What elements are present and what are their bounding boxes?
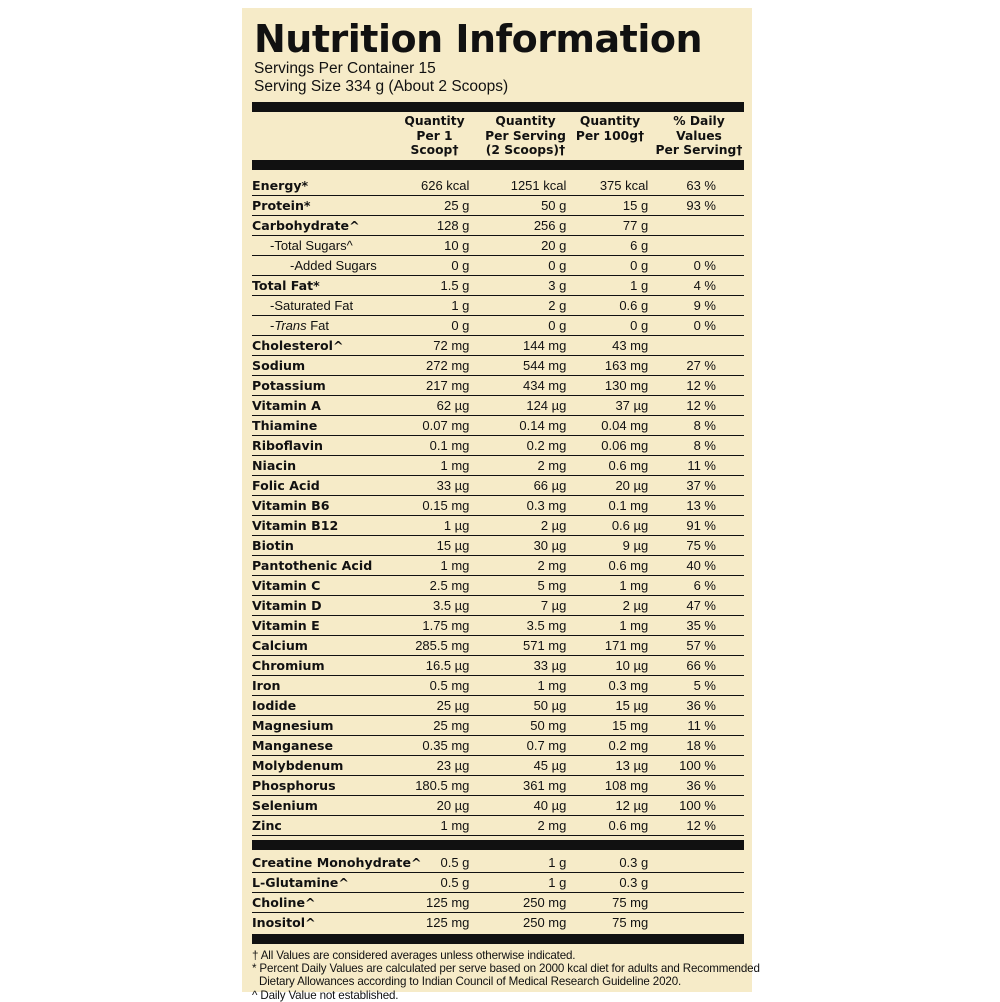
value-per-scoop: 0.15 mg [403,496,469,516]
nutrient-row [252,516,744,536]
row-name: Pantothenic Acid [252,556,403,576]
value-daily-percent [658,893,744,913]
value-per-100g: 15 µg [566,696,658,716]
nutrient-row [252,196,744,216]
value-per-serving: 30 µg [469,536,566,556]
value-per-100g: 108 mg [566,776,658,796]
nutrient-row [252,336,744,356]
row-name: Folic Acid [252,476,403,496]
value-per-100g: 43 mg [566,336,658,356]
row-name: Magnesium [252,716,403,736]
nutrient-row [252,296,744,316]
value-per-serving: 256 g [469,216,566,236]
value-per-serving: 2 mg [469,816,566,836]
row-name: Manganese [252,736,403,756]
value-daily-percent: 12 % [658,816,744,836]
value-per-serving: 571 mg [469,636,566,656]
nutrient-row [252,716,744,736]
value-per-serving: 124 µg [469,396,566,416]
value-per-scoop: 1 µg [403,516,469,536]
value-daily-percent: 4 % [658,276,744,296]
value-per-100g: 0.04 mg [566,416,658,436]
nutrient-row [252,536,744,556]
value-per-scoop: 1.5 g [403,276,469,296]
value-per-serving: 50 µg [469,696,566,716]
value-daily-percent: 0 % [658,256,744,276]
value-per-100g: 1 g [566,276,658,296]
nutrient-row [252,476,744,496]
value-daily-percent: 8 % [658,416,744,436]
col-header-scoop: Quantity Per 1 Scoop† [404,114,465,157]
value-per-100g: 0.2 mg [566,736,658,756]
nutrient-row [252,256,744,276]
value-per-scoop: 1 g [403,296,469,316]
value-per-serving: 0.3 mg [469,496,566,516]
row-name: Vitamin B6 [252,496,403,516]
value-per-100g: 375 kcal [566,176,658,196]
col-header-serving: Quantity Per Serving (2 Scoops)† [485,114,566,157]
value-daily-percent [658,853,744,873]
row-name: Cholesterol^ [252,336,403,356]
value-per-scoop: 1 mg [403,816,469,836]
row-name: Riboflavin [252,436,403,456]
value-per-scoop: 16.5 µg [403,656,469,676]
nutrient-row [252,636,744,656]
value-per-100g: 2 µg [566,596,658,616]
value-per-100g: 171 mg [566,636,658,656]
nutrient-row [252,236,744,256]
value-daily-percent: 11 % [658,716,744,736]
value-daily-percent: 36 % [658,776,744,796]
value-daily-percent: 35 % [658,616,744,636]
footnote-daily-values-cont: Dietary Allowances according to Indian Council of Medical Research Guideline 2020. [259,975,682,989]
value-per-serving: 1251 kcal [469,176,566,196]
value-per-scoop: 217 mg [403,376,469,396]
supplement-row [252,853,744,873]
value-per-100g: 13 µg [566,756,658,776]
nutrient-row [252,656,744,676]
value-per-100g: 0.6 mg [566,556,658,576]
nutrient-row [252,216,744,236]
value-per-scoop: 0.5 g [403,853,469,873]
value-per-100g: 0.6 µg [566,516,658,536]
value-daily-percent: 75 % [658,536,744,556]
row-name: Iodide [252,696,403,716]
value-per-scoop: 0.07 mg [403,416,469,436]
nutrient-row [252,576,744,596]
value-daily-percent: 63 % [658,176,744,196]
value-per-scoop: 0.5 g [403,873,469,893]
value-per-scoop: 25 µg [403,696,469,716]
value-daily-percent: 93 % [658,196,744,216]
value-per-100g: 37 µg [566,396,658,416]
row-name: -Saturated Fat [252,296,403,316]
footnote-daily-values: * Percent Daily Values are calculated per serve based on 2000 kcal diet for adults and Recommended [252,962,760,976]
value-per-scoop: 33 µg [403,476,469,496]
supplement-row [252,893,744,913]
value-per-100g: 0.6 mg [566,456,658,476]
value-daily-percent: 0 % [658,316,744,336]
value-per-serving: 144 mg [469,336,566,356]
value-per-serving: 1 mg [469,676,566,696]
value-per-serving: 250 mg [469,893,566,913]
value-per-serving: 20 g [469,236,566,256]
value-per-100g: 15 mg [566,716,658,736]
col-header-per100: Quantity Per 100g† [575,114,645,143]
row-name: Niacin [252,456,403,476]
value-per-serving: 0.7 mg [469,736,566,756]
value-per-serving: 0 g [469,316,566,336]
value-daily-percent: 37 % [658,476,744,496]
value-daily-percent: 12 % [658,396,744,416]
value-per-100g: 1 mg [566,576,658,596]
value-per-100g: 20 µg [566,476,658,496]
row-name: -Total Sugars^ [252,236,403,256]
value-per-100g: 77 g [566,216,658,236]
value-daily-percent: 8 % [658,436,744,456]
value-per-serving: 3 g [469,276,566,296]
value-per-serving: 1 g [469,873,566,893]
row-name: Total Fat* [252,276,403,296]
value-per-serving: 2 mg [469,556,566,576]
value-per-100g: 0 g [566,316,658,336]
value-per-serving: 2 mg [469,456,566,476]
value-per-scoop: 3.5 µg [403,596,469,616]
value-per-scoop: 0 g [403,256,469,276]
value-per-100g: 0.6 g [566,296,658,316]
nutrient-row [252,356,744,376]
value-per-100g: 75 mg [566,893,658,913]
row-name: Sodium [252,356,403,376]
value-per-serving: 50 mg [469,716,566,736]
value-daily-percent [658,236,744,256]
footnote-not-established: ^ Daily Value not established. [252,988,399,1002]
nutrient-row [252,816,744,836]
row-name: Protein* [252,196,403,216]
nutrient-row [252,176,744,196]
row-name: L-Glutamine^ [252,873,403,893]
nutrient-row [252,696,744,716]
value-per-scoop: 180.5 mg [403,776,469,796]
row-name: Carbohydrate^ [252,216,403,236]
value-per-scoop: 626 kcal [403,176,469,196]
value-per-100g: 0.3 mg [566,676,658,696]
row-name: Choline^ [252,893,403,913]
nutrient-row [252,736,744,756]
row-name: Vitamin D [252,596,403,616]
row-name: Vitamin E [252,616,403,636]
nutrient-row [252,676,744,696]
value-daily-percent [658,873,744,893]
value-per-100g: 9 µg [566,536,658,556]
nutrient-row [252,396,744,416]
value-per-100g: 0 g [566,256,658,276]
value-per-serving: 7 µg [469,596,566,616]
value-per-scoop: 72 mg [403,336,469,356]
value-per-serving: 3.5 mg [469,616,566,636]
value-per-scoop: 125 mg [426,915,470,930]
value-per-100g: 75 mg [612,915,649,930]
value-daily-percent: 12 % [658,376,744,396]
supplement-table [252,853,744,932]
value-per-serving: 1 g [469,853,566,873]
row-name: Biotin [252,536,403,556]
value-daily-percent: 13 % [658,496,744,516]
footnotes [252,949,760,1002]
row-name: Iron [252,676,403,696]
value-daily-percent: 40 % [658,556,744,576]
serving-size: Serving Size 334 g (About 2 Scoops) [254,78,509,95]
value-per-scoop: 128 g [403,216,469,236]
nutrient-row [252,456,744,476]
value-daily-percent: 27 % [658,356,744,376]
col-header-daily-value: % Daily Values Per Serving† [655,114,743,157]
nutrient-row [252,596,744,616]
row-name: Selenium [252,796,403,816]
value-per-serving: 2 µg [469,516,566,536]
row-name: Vitamin B12 [252,516,403,536]
nutrient-row [252,276,744,296]
value-daily-percent: 5 % [658,676,744,696]
value-per-scoop: 0.5 mg [403,676,469,696]
value-per-100g: 0.06 mg [566,436,658,456]
value-per-serving: 66 µg [469,476,566,496]
servings-per-container: Servings Per Container 15 [254,60,436,77]
row-name: Energy* [252,176,403,196]
header-divider [252,160,744,170]
bottom-divider [252,934,744,944]
value-daily-percent: 47 % [658,596,744,616]
value-per-scoop: 10 g [403,236,469,256]
row-name: Chromium [252,656,403,676]
value-per-scoop: 272 mg [403,356,469,376]
value-per-scoop: 0.35 mg [403,736,469,756]
row-name: Thiamine [252,416,403,436]
supplement-row [252,913,744,933]
value-per-scoop: 1.75 mg [403,616,469,636]
value-per-100g: 0.1 mg [566,496,658,516]
value-per-scoop: 15 µg [403,536,469,556]
value-per-serving: 0.14 mg [469,416,566,436]
value-per-serving: 544 mg [469,356,566,376]
value-per-serving: 434 mg [469,376,566,396]
value-per-100g: 0.3 g [566,853,658,873]
value-per-scoop: 62 µg [403,396,469,416]
value-daily-percent: 66 % [658,656,744,676]
row-name: Zinc [252,816,403,836]
value-daily-percent: 11 % [658,456,744,476]
row-name: Molybdenum [252,756,403,776]
supplement-row [252,873,744,893]
nutrient-row [252,756,744,776]
value-per-serving: 5 mg [469,576,566,596]
row-name: Inositol^ [252,915,316,930]
top-divider [252,102,744,112]
value-per-scoop: 0.1 mg [403,436,469,456]
value-per-serving: 45 µg [469,756,566,776]
row-name: Creatine Monohydrate^ [252,853,403,873]
value-per-scoop: 2.5 mg [403,576,469,596]
value-per-100g: 0.6 mg [566,816,658,836]
value-per-serving: 2 g [469,296,566,316]
value-per-100g: 130 mg [566,376,658,396]
value-per-serving: 361 mg [469,776,566,796]
value-daily-percent [658,336,744,356]
value-per-100g: 15 g [566,196,658,216]
value-per-scoop: 1 mg [403,456,469,476]
value-per-100g: 10 µg [566,656,658,676]
value-per-100g: 163 mg [566,356,658,376]
row-name: Calcium [252,636,403,656]
value-daily-percent: 57 % [658,636,744,656]
value-daily-percent [658,216,744,236]
row-name: Potassium [252,376,403,396]
value-per-100g: 6 g [566,236,658,256]
value-per-serving: 0.2 mg [469,436,566,456]
value-per-serving: 50 g [469,196,566,216]
value-per-serving: 0 g [469,256,566,276]
footnote-averages: † All Values are considered averages unless otherwise indicated. [252,949,576,962]
value-daily-percent: 100 % [658,756,744,776]
row-name: Vitamin C [252,576,403,596]
row-name: -Trans Fat [252,316,403,336]
value-daily-percent: 9 % [658,296,744,316]
value-daily-percent [658,913,744,933]
value-daily-percent: 100 % [658,796,744,816]
nutrient-row [252,796,744,816]
nutrient-row [252,376,744,396]
value-per-scoop: 285.5 mg [403,636,469,656]
nutrient-row [252,436,744,456]
value-per-scoop: 1 mg [403,556,469,576]
value-per-100g: 12 µg [566,796,658,816]
value-per-100g: 1 mg [566,616,658,636]
value-per-scoop: 25 g [403,196,469,216]
nutrient-row [252,556,744,576]
value-per-scoop: 125 mg [403,893,469,913]
value-per-scoop: 25 mg [403,716,469,736]
nutrient-table [252,176,744,836]
nutrient-row [252,496,744,516]
row-name: Vitamin A [252,396,403,416]
nutrition-panel [242,8,760,1002]
value-daily-percent: 6 % [658,576,744,596]
value-per-serving: 40 µg [469,796,566,816]
nutrient-row [252,316,744,336]
value-per-serving: 33 µg [469,656,566,676]
row-name: Phosphorus [252,776,403,796]
value-per-scoop: 20 µg [403,796,469,816]
value-daily-percent: 36 % [658,696,744,716]
value-per-scoop: 0 g [403,316,469,336]
value-daily-percent: 91 % [658,516,744,536]
value-daily-percent: 18 % [658,736,744,756]
nutrient-row [252,776,744,796]
value-per-serving: 250 mg [523,915,567,930]
row-name: -Added Sugars [252,256,403,276]
nutrient-row [252,616,744,636]
nutrient-row [252,416,744,436]
panel-title: Nutrition Information [254,17,703,61]
section-divider [252,840,744,850]
value-per-scoop: 23 µg [403,756,469,776]
column-headers [252,112,744,160]
value-per-100g: 0.3 g [566,873,658,893]
